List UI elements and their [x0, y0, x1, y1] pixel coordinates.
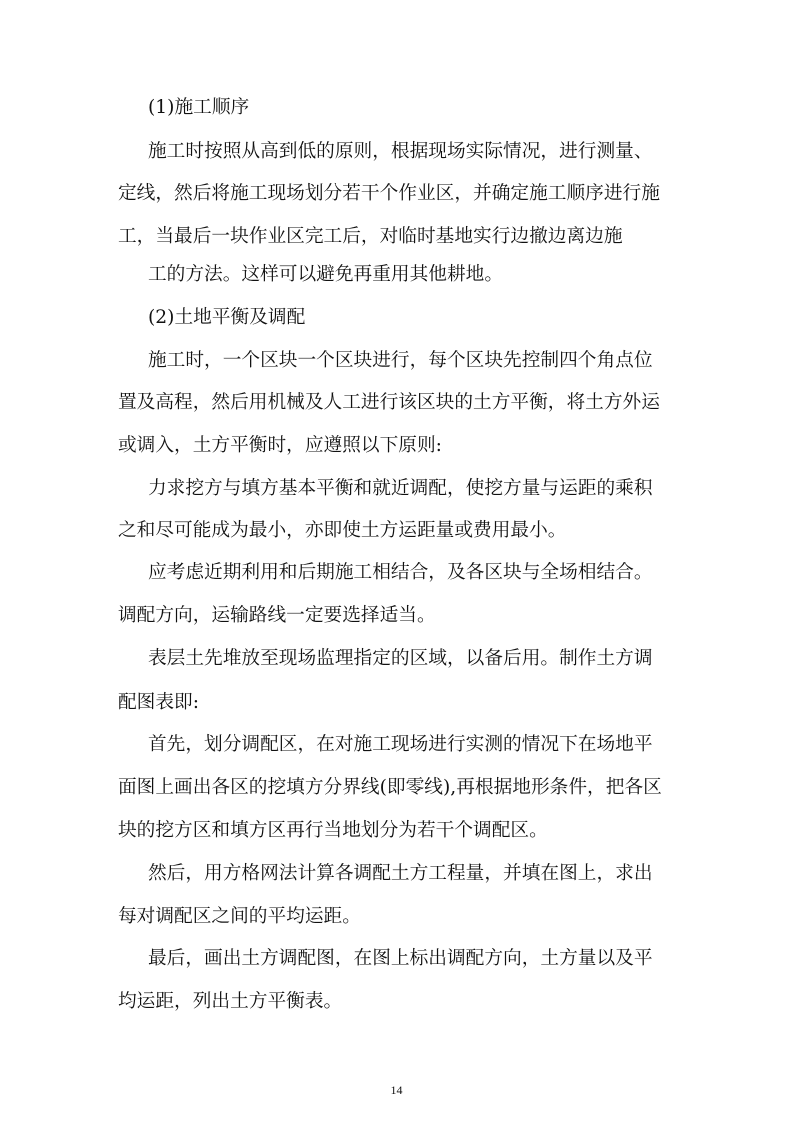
- paragraph-line: 力求挖方与填方基本平衡和就近调配，使挖方量与运距的乘积: [148, 478, 653, 499]
- paragraph-line: 块的挖方区和填方区再行当地划分为若干个调配区。: [118, 820, 548, 841]
- paragraph-line: 每对调配区之间的平均运距。: [118, 906, 361, 927]
- paragraph-line: 应考虑近期利用和后期施工相结合，及各区块与全场相结合。: [148, 562, 653, 583]
- paragraph-line: 表层土先堆放至现场监理指定的区域，以备后用。制作土方调: [148, 648, 653, 669]
- paragraph-line: 最后，画出土方调配图，在图上标出调配方向，土方量以及平: [148, 948, 653, 969]
- paragraph-line: 定线，然后将施工现场划分若干个作业区，并确定施工顺序进行施: [118, 183, 660, 204]
- paragraph-line: 调配方向，运输路线一定要选择适当。: [118, 605, 436, 626]
- paragraph-line: 面图上画出各区的挖填方分界线(即零线),再根据地形条件，把各区: [118, 777, 662, 798]
- paragraph-line: 施工时，一个区块一个区块进行，每个区块先控制四个角点位: [148, 350, 653, 371]
- paragraph-line: 配图表即:: [118, 692, 200, 713]
- paragraph-line: 之和尽可能成为最小，亦即使土方运距量或费用最小。: [118, 520, 567, 541]
- paragraph-line: 置及高程，然后用机械及人工进行该区块的土方平衡，将土方外运: [118, 392, 660, 413]
- paragraph-line: 工，当最后一块作业区完工后，对临时基地实行边撤边离边施: [118, 226, 623, 247]
- page-number: 14: [390, 1083, 403, 1097]
- paragraph-line: 施工时按照从高到低的原则，根据现场实际情况，进行测量、: [148, 141, 653, 162]
- paragraph-line: 然后，用方格网法计算各调配土方工程量，并填在图上，求出: [148, 863, 653, 884]
- heading-construction-sequence: (1)施工顺序: [148, 97, 250, 118]
- paragraph-line: 或调入，土方平衡时，应遵照以下原则:: [118, 435, 442, 456]
- paragraph-line: 工的方法。这样可以避免再重用其他耕地。: [148, 264, 504, 285]
- paragraph-line: 首先，划分调配区，在对施工现场进行实测的情况下在场地平: [148, 734, 653, 755]
- paragraph-line: 均运距，列出土方平衡表。: [118, 991, 343, 1012]
- heading-earth-balance: (2)土地平衡及调配: [148, 307, 306, 328]
